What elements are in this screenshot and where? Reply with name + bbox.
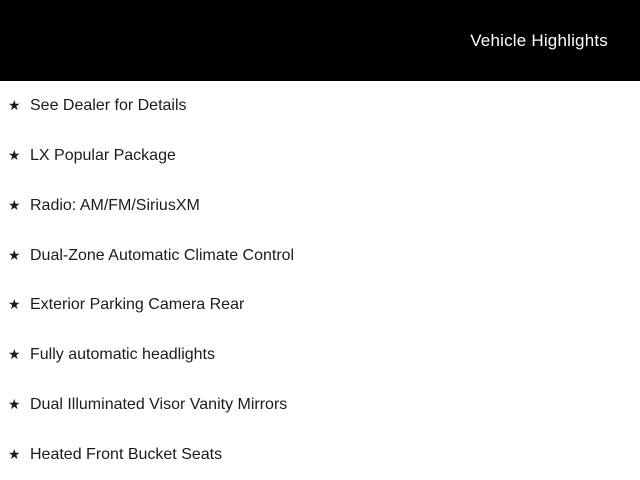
list-item	[0, 181, 640, 231]
star-icon: ★	[8, 197, 21, 214]
highlight-label: LX Popular Package	[30, 146, 176, 164]
list-item	[0, 231, 640, 281]
list-item	[0, 380, 640, 430]
list-item	[0, 281, 640, 331]
star-icon: ★	[8, 347, 21, 364]
highlight-label: Heated Front Bucket Seats	[30, 446, 223, 464]
highlight-label: Exterior Parking Camera Rear	[30, 296, 245, 314]
list-item	[0, 330, 640, 380]
page-title: Vehicle Highlights	[470, 30, 608, 50]
highlight-label: See Dealer for Details	[30, 96, 187, 114]
star-icon: ★	[8, 247, 21, 264]
highlight-label: Fully automatic headlights	[30, 346, 215, 364]
star-icon: ★	[8, 397, 21, 414]
highlight-label: Radio: AM/FM/SiriusXM	[30, 196, 200, 214]
list-item	[0, 81, 640, 131]
star-icon: ★	[8, 297, 21, 314]
vehicle-highlights-header	[0, 0, 640, 81]
list-item	[0, 430, 640, 480]
list-item	[0, 131, 640, 181]
highlight-label: Dual-Zone Automatic Climate Control	[30, 246, 295, 264]
star-icon: ★	[8, 447, 21, 464]
highlight-label: Dual Illuminated Visor Vanity Mirrors	[30, 396, 288, 414]
highlights-list	[0, 81, 640, 480]
star-icon: ★	[8, 97, 21, 114]
star-icon: ★	[8, 147, 21, 164]
